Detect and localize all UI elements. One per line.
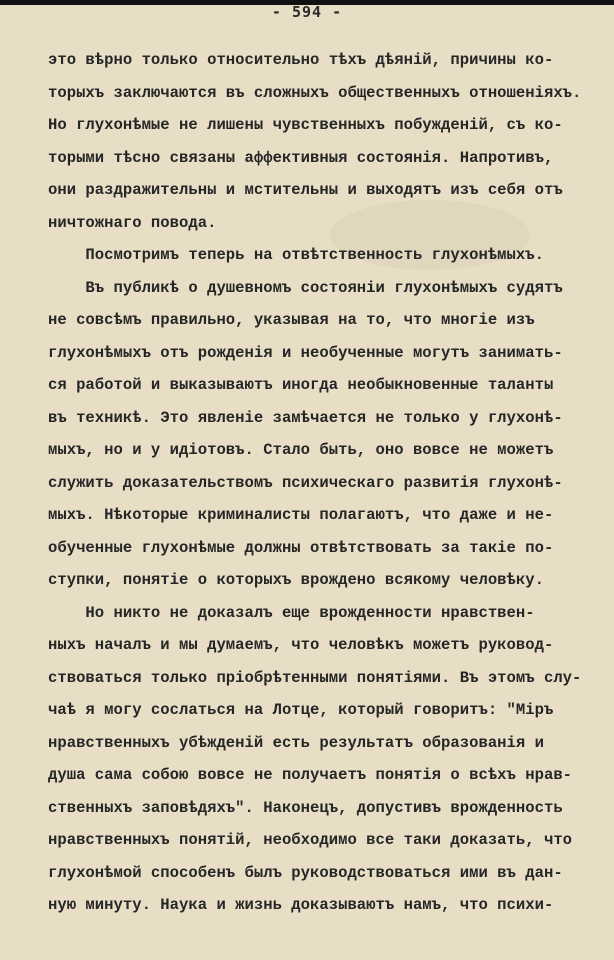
text-line: Но глухонѣмые не лишены чувственныхъ побужденій, съ ко- xyxy=(48,116,563,134)
text-line: ступки, понятіе о которыхъ врождено всякому человѣку. xyxy=(48,571,544,589)
text-line: ся работой и выказываютъ иногда необыкновенные таланты xyxy=(48,376,554,394)
typewritten-text xyxy=(48,44,608,922)
text-line: служить доказательствомъ психическаго развитія глухонѣ- xyxy=(48,473,563,492)
text-line: чаѣ я могу сослаться на Лотце, который говоритъ: "Міръ xyxy=(48,701,554,719)
text-line: мыхъ. Нѣкоторые криминалисты полагаютъ, что даже и не- xyxy=(48,506,554,524)
text-line: ныхъ началъ и мы думаемъ, что человѣкъ можетъ руковод- xyxy=(48,636,554,654)
text-line: ничтожнаго повода. xyxy=(48,213,217,232)
page-number: - 594 - xyxy=(271,3,343,21)
text-line: не совсѣмъ правильно, указывая на то, что многіе изъ xyxy=(48,311,535,329)
text-line: это вѣрно только относительно тѣхъ дѣяній, причины ко- xyxy=(48,51,554,69)
text-line: обученные глухонѣмые должны отвѣтствовать за такіе по- xyxy=(48,538,554,557)
text-line: душа сама собою вовсе не получаетъ понятія о всѣхъ нрав- xyxy=(48,766,573,784)
text-line: они раздражительны и мстительны и выходятъ изъ себя отъ xyxy=(48,181,563,199)
text-line: глухонѣмой способенъ былъ руководствоваться ими въ дан- xyxy=(48,863,563,882)
text-line: торыми тѣсно связаны аффективныя состоянія. Напротивъ, xyxy=(48,148,554,167)
text-line: Посмотримъ теперь на отвѣтственность глухонѣмыхъ. xyxy=(48,246,544,264)
text-line: ную минуту. Наука и жизнь доказываютъ намъ, что психи- xyxy=(48,896,554,914)
text-line: Но никто не доказалъ еще врожденности нравствен- xyxy=(48,603,535,622)
text-line: мыхъ, но и у идіотовъ. Стало быть, оно вовсе не можетъ xyxy=(48,441,554,459)
text-line: нравственныхъ убѣжденій есть результатъ образованія и xyxy=(48,733,544,752)
text-line: ствоваться только пріобрѣтенными понятіями. Въ этомъ слу- xyxy=(48,668,582,687)
text-line: ственныхъ заповѣдяхъ". Наконецъ, допустивъ врожденность xyxy=(48,798,563,817)
text-line: въ техникѣ. Это явленіе замѣчается не только у глухонѣ- xyxy=(48,408,563,427)
text-line: торыхъ заключаются въ сложныхъ общественныхъ отношеніяхъ. xyxy=(48,83,582,102)
text-line: Въ публикѣ о душевномъ состояніи глухонѣмыхъ судятъ xyxy=(48,278,563,297)
text-line: глухонѣмыхъ отъ рожденія и необученные могутъ занимать- xyxy=(48,343,563,362)
text-line: нравственныхъ понятій, необходимо все таки доказать, что xyxy=(48,831,573,849)
